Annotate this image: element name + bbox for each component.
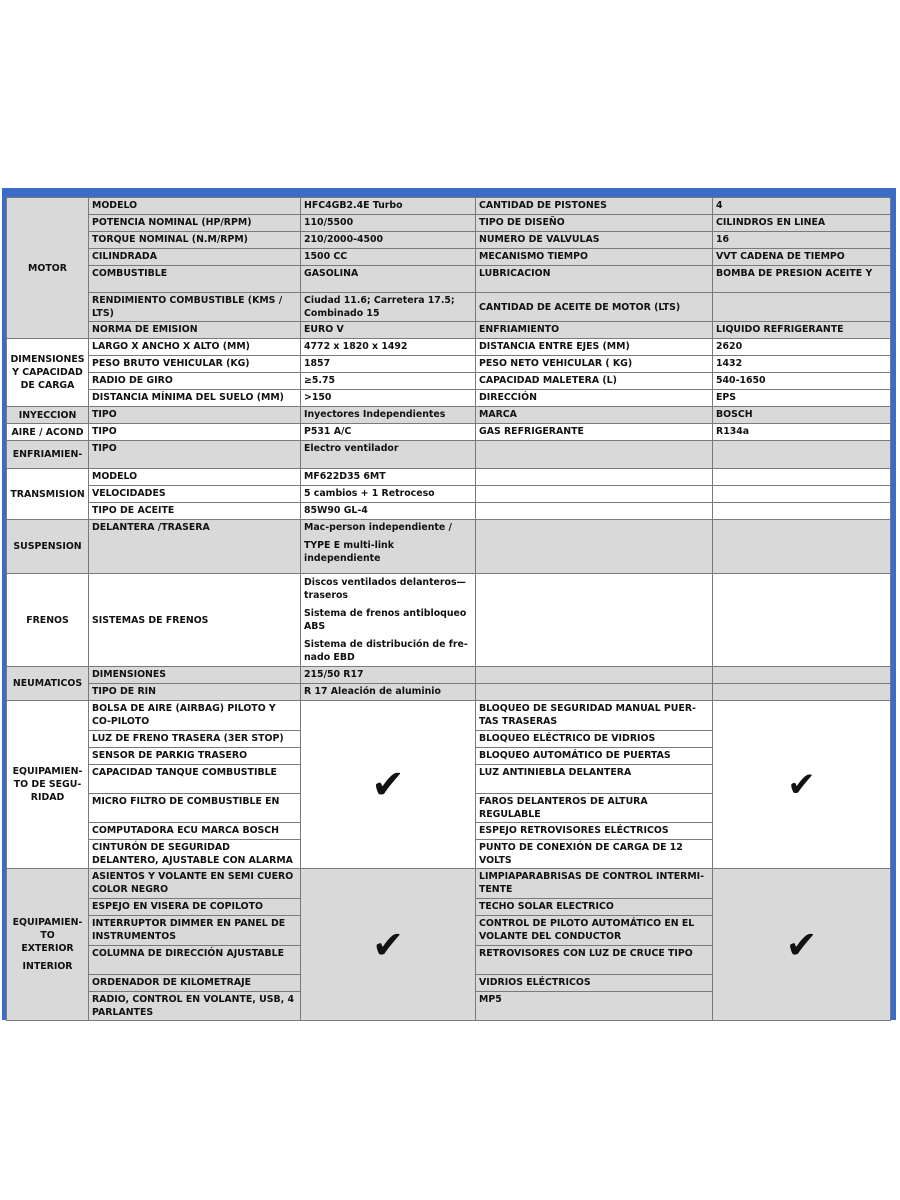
spec-label: DELANTERA /TRASERA xyxy=(89,520,301,574)
empty-cell xyxy=(476,503,713,520)
spec-label: PESO NETO VEHICULAR ( KG) xyxy=(476,356,713,373)
equipment-item: PUNTO DE CONEXIÓN DE CARGA DE 12 VOLTS xyxy=(476,840,713,869)
spec-value: 110/5500 xyxy=(301,215,476,232)
spec-value: 4 xyxy=(713,198,891,215)
equipment-item: RADIO, CONTROL EN VOLANTE, USB, 4 PARLANTES xyxy=(89,992,301,1021)
table-row xyxy=(7,215,891,232)
included-check-right xyxy=(713,869,891,1021)
spec-value xyxy=(713,293,891,322)
spec-value: R 17 Aleación de aluminio xyxy=(301,684,476,701)
equipment-item: COLUMNA DE DIRECCIÓN AJUSTABLE xyxy=(89,946,301,975)
spec-label: MODELO xyxy=(89,469,301,486)
equipment-item: LUZ ANTINIEBLA DELANTERA xyxy=(476,765,713,794)
table-row xyxy=(7,293,891,322)
included-check-left xyxy=(301,701,476,869)
spec-value: 2620 xyxy=(713,339,891,356)
spec-label: TIPO DE ACEITE xyxy=(89,503,301,520)
equipment-item: LUZ DE FRENO TRASERA (3ER STOP) xyxy=(89,731,301,748)
spec-label: GAS REFRIGERANTE xyxy=(476,424,713,441)
empty-cell xyxy=(713,503,891,520)
spec-value: EPS xyxy=(713,390,891,407)
equipment-item: ESPEJO RETROVISORES ELÉCTRICOS xyxy=(476,823,713,840)
checkmark-icon: ✔ xyxy=(785,922,818,967)
suspension-rear: TYPE E multi-link independiente xyxy=(304,540,394,564)
table-row xyxy=(7,407,891,424)
equipment-item: ESPEJO EN VISERA DE COPILOTO xyxy=(89,899,301,916)
spec-label: LARGO X ANCHO X ALTO (MM) xyxy=(89,339,301,356)
spec-value: 210/2000-4500 xyxy=(301,232,476,249)
empty-cell xyxy=(713,574,891,667)
included-check-left xyxy=(301,869,476,1021)
table-row xyxy=(7,373,891,390)
spec-value: 1432 xyxy=(713,356,891,373)
category-line: INTERIOR xyxy=(22,961,73,972)
spec-value xyxy=(301,574,476,667)
spec-label: RADIO DE GIRO xyxy=(89,373,301,390)
table-row xyxy=(7,441,891,469)
equipment-item: MICRO FILTRO DE COMBUSTIBLE EN xyxy=(89,794,301,823)
spec-value: BOSCH xyxy=(713,407,891,424)
category-line: EXTERIOR xyxy=(21,943,74,954)
empty-cell xyxy=(713,684,891,701)
empty-cell xyxy=(476,469,713,486)
equipment-item: INTERRUPTOR DIMMER EN PANEL DE INSTRUMENTOS xyxy=(89,916,301,946)
spec-label: TIPO DE RIN xyxy=(89,684,301,701)
spec-value xyxy=(301,520,476,574)
spec-label: CANTIDAD DE ACEITE DE MOTOR (LTS) xyxy=(476,293,713,322)
spec-label: MECANISMO TIEMPO xyxy=(476,249,713,266)
brake-item: Discos ventilados delanteros—traseros xyxy=(304,577,466,601)
category-aire: AIRE / ACOND xyxy=(7,424,89,441)
spec-value: 16 xyxy=(713,232,891,249)
spec-value: CILINDROS EN LINEA xyxy=(713,215,891,232)
category-suspension: SUSPENSION xyxy=(7,520,89,574)
spec-label: CANTIDAD DE PISTONES xyxy=(476,198,713,215)
equipment-item: CINTURÓN DE SEGURIDAD DELANTERO, AJUSTABLE CON ALARMA xyxy=(89,840,301,869)
spec-label: MARCA xyxy=(476,407,713,424)
spec-label: DISTANCIA ENTRE EJES (MM) xyxy=(476,339,713,356)
spec-label: DIMENSIONES xyxy=(89,667,301,684)
spec-label: PESO BRUTO VEHICULAR (KG) xyxy=(89,356,301,373)
equipment-item: FAROS DELANTEROS DE ALTURA REGULABLE xyxy=(476,794,713,823)
spec-value: 5 cambios + 1 Retroceso xyxy=(301,486,476,503)
spec-label: TIPO DE DISEÑO xyxy=(476,215,713,232)
table-row xyxy=(7,198,891,215)
spec-label: LUBRICACION xyxy=(476,266,713,293)
spec-label: ENFRIAMIENTO xyxy=(476,322,713,339)
table-row xyxy=(7,667,891,684)
equipment-item: BLOQUEO DE SEGURIDAD MANUAL PUER-TAS TRASERAS xyxy=(476,701,713,731)
empty-cell xyxy=(713,469,891,486)
spec-label: RENDIMIENTO COMBUSTIBLE (KMS / LTS) xyxy=(89,293,301,322)
spec-label: SISTEMAS DE FRENOS xyxy=(89,574,301,667)
spec-value: EURO V xyxy=(301,322,476,339)
category-line: EQUIPAMIEN- xyxy=(12,917,83,928)
category-interior xyxy=(7,869,89,1021)
empty-cell xyxy=(713,667,891,684)
category-line: TO xyxy=(40,930,55,941)
category-transmision: TRANSMISION xyxy=(7,469,89,520)
spec-label: VELOCIDADES xyxy=(89,486,301,503)
spec-value: HFC4GB2.4E Turbo xyxy=(301,198,476,215)
equipment-item: CONTROL DE PILOTO AUTOMÁTICO EN EL VOLANTE DEL CONDUCTOR xyxy=(476,916,713,946)
table-row xyxy=(7,322,891,339)
spec-label: MODELO xyxy=(89,198,301,215)
category-seguridad: EQUIPAMIEN-TO DE SEGU-RIDAD xyxy=(7,701,89,869)
table-row xyxy=(7,684,891,701)
spec-value: 540-1650 xyxy=(713,373,891,390)
equipment-item: LIMPIAPARABRISAS DE CONTROL INTERMI-TENTE xyxy=(476,869,713,899)
spec-label: POTENCIA NOMINAL (HP/RPM) xyxy=(89,215,301,232)
checkmark-icon: ✔ xyxy=(371,761,405,808)
equipment-item: COMPUTADORA ECU MARCA BOSCH xyxy=(89,823,301,840)
spec-label xyxy=(476,441,713,469)
spec-label: NUMERO DE VALVULAS xyxy=(476,232,713,249)
spec-label: TIPO xyxy=(89,424,301,441)
spec-label: DISTANCIA MÍNIMA DEL SUELO (MM) xyxy=(89,390,301,407)
equipment-item: MP5 xyxy=(476,992,713,1021)
empty-cell xyxy=(476,486,713,503)
empty-cell xyxy=(476,667,713,684)
table-row xyxy=(7,390,891,407)
equipment-item: BOLSA DE AIRE (AIRBAG) PILOTO Y CO-PILOTO xyxy=(89,701,301,731)
table-row xyxy=(7,339,891,356)
table-row xyxy=(7,356,891,373)
category-dimensiones: DIMENSIONES Y CAPACIDAD DE CARGA xyxy=(7,339,89,407)
table-row xyxy=(7,486,891,503)
spec-label: CILINDRADA xyxy=(89,249,301,266)
spec-label: NORMA DE EMISION xyxy=(89,322,301,339)
empty-cell xyxy=(476,520,713,574)
category-frenos: FRENOS xyxy=(7,574,89,667)
spec-value: 1500 CC xyxy=(301,249,476,266)
table-row xyxy=(7,266,891,293)
spec-value: Inyectores Independientes xyxy=(301,407,476,424)
table-row xyxy=(7,424,891,441)
equipment-item: ORDENADOR DE KILOMETRAJE xyxy=(89,975,301,992)
spec-table xyxy=(6,197,891,1021)
equipment-item: CAPACIDAD TANQUE COMBUSTIBLE xyxy=(89,765,301,794)
table-row xyxy=(7,469,891,486)
equipment-item: BLOQUEO ELÉCTRICO DE VIDRIOS xyxy=(476,731,713,748)
spec-value: Electro ventilador xyxy=(301,441,476,469)
table-row xyxy=(7,869,891,899)
empty-cell xyxy=(476,684,713,701)
spec-value: VVT CADENA DE TIEMPO xyxy=(713,249,891,266)
equipment-item: RETROVISORES CON LUZ DE CRUCE TIPO xyxy=(476,946,713,975)
equipment-item: TECHO SOLAR ELECTRICO xyxy=(476,899,713,916)
spec-label: DIRECCIÓN xyxy=(476,390,713,407)
spec-value: MF622D35 6MT xyxy=(301,469,476,486)
spec-value: 4772 x 1820 x 1492 xyxy=(301,339,476,356)
spec-value: ≥5.75 xyxy=(301,373,476,390)
spec-label: COMBUSTIBLE xyxy=(89,266,301,293)
spec-value: Ciudad 11.6; Carretera 17.5; Combinado 15 xyxy=(301,293,476,322)
category-motor: MOTOR xyxy=(7,198,89,339)
category-enfriamiento: ENFRIAMIEN- xyxy=(7,441,89,469)
spec-value: R134a xyxy=(713,424,891,441)
spec-value xyxy=(713,441,891,469)
spec-value: 85W90 GL-4 xyxy=(301,503,476,520)
empty-cell xyxy=(713,520,891,574)
brake-item: Sistema de frenos antibloqueo ABS xyxy=(304,608,467,632)
included-check-right xyxy=(713,701,891,869)
brake-item: Sistema de distribución de fre-nado EBD xyxy=(304,639,468,663)
spec-value: >150 xyxy=(301,390,476,407)
table-row xyxy=(7,232,891,249)
spec-value: 1857 xyxy=(301,356,476,373)
spec-label: TIPO xyxy=(89,441,301,469)
spec-value: GASOLINA xyxy=(301,266,476,293)
spec-label: TIPO xyxy=(89,407,301,424)
checkmark-icon: ✔ xyxy=(372,922,404,967)
table-row xyxy=(7,574,891,667)
empty-cell xyxy=(713,486,891,503)
table-row xyxy=(7,701,891,731)
equipment-item: VIDRIOS ELÉCTRICOS xyxy=(476,975,713,992)
spec-value: BOMBA DE PRESION ACEITE Y xyxy=(713,266,891,293)
suspension-front: Mac-person independiente / xyxy=(304,522,452,533)
spec-value: 215/50 R17 xyxy=(301,667,476,684)
table-row xyxy=(7,249,891,266)
category-inyeccion: INYECCION xyxy=(7,407,89,424)
category-neumaticos: NEUMATICOS xyxy=(7,667,89,701)
equipment-item: ASIENTOS Y VOLANTE EN SEMI CUERO COLOR NEGRO xyxy=(89,869,301,899)
checkmark-icon: ✔ xyxy=(787,764,816,805)
spec-value: LIQUIDO REFRIGERANTE xyxy=(713,322,891,339)
spec-label: CAPACIDAD MALETERA (L) xyxy=(476,373,713,390)
equipment-item: SENSOR DE PARKIG TRASERO xyxy=(89,748,301,765)
empty-cell xyxy=(476,574,713,667)
table-row xyxy=(7,503,891,520)
spec-value: P531 A/C xyxy=(301,424,476,441)
spec-label: TORQUE NOMINAL (N.M/RPM) xyxy=(89,232,301,249)
equipment-item: BLOQUEO AUTOMÁTICO DE PUERTAS xyxy=(476,748,713,765)
table-row xyxy=(7,520,891,574)
